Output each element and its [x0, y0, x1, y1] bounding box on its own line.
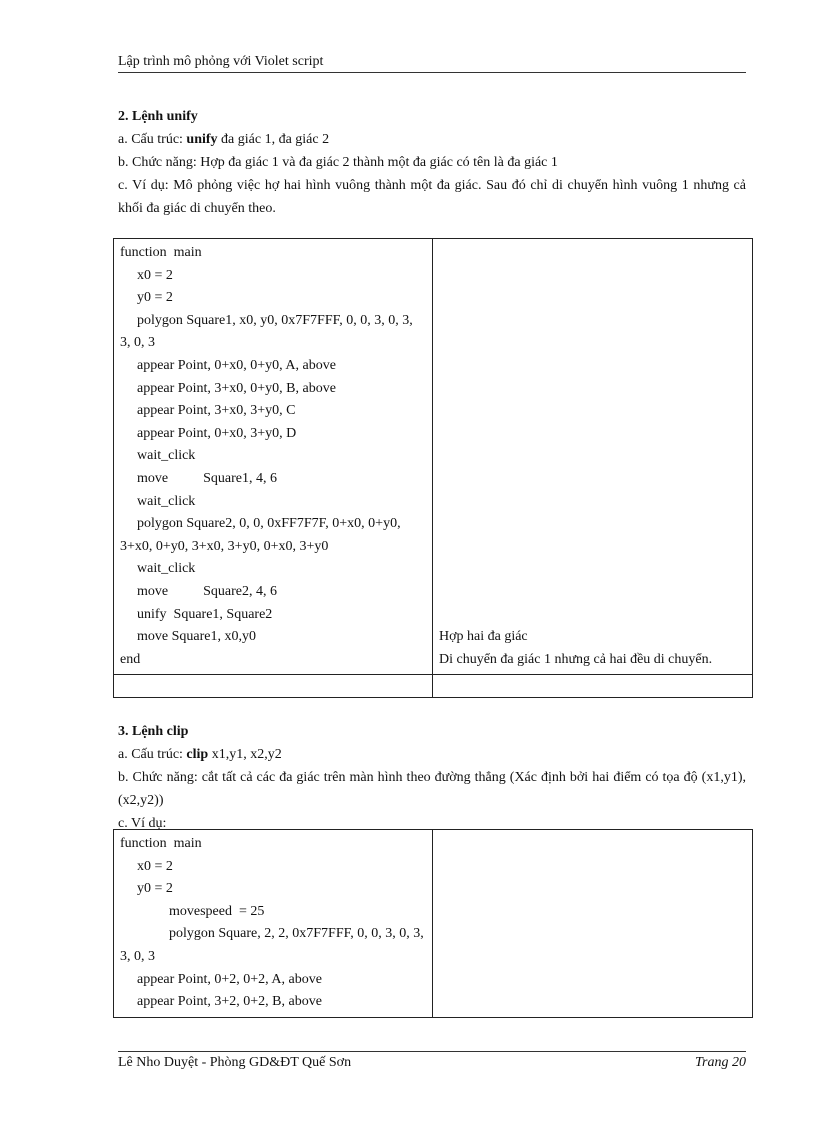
code-line: unify Square1, Square2 — [137, 606, 273, 622]
code-line: appear Point, 3+x0, 3+y0, C — [137, 403, 296, 419]
comment-cell — [433, 830, 753, 1018]
code-line: movespeed = 25 — [169, 903, 265, 919]
structure-prefix: a. Cấu trúc: — [118, 132, 187, 147]
structure-keyword: clip — [186, 747, 209, 762]
empty-cell — [433, 675, 753, 698]
structure-keyword: unify — [186, 132, 218, 147]
header-rule — [118, 72, 746, 73]
code-line: x0 = 2 — [137, 267, 173, 283]
structure-rest: đa giác 1, đa giác 2 — [217, 132, 330, 147]
section-title: 2. Lệnh unify — [118, 109, 198, 124]
footer-rule — [118, 1051, 746, 1052]
code-line: x0 = 2 — [137, 858, 173, 874]
code-line: move Square2, 4, 6 — [137, 583, 277, 599]
code-cell — [114, 830, 433, 1018]
code-line: wait_click — [137, 561, 196, 577]
structure-rest: x1,y1, x2,y2 — [208, 747, 282, 762]
comment-line: Di chuyển đa giác 1 nhưng cả hai đều di chuyển. — [439, 651, 713, 667]
code-line: polygon Square, 2, 2, 0x7F7FFF, 0, 0, 3, 0, 3, 3, 0, 3 — [120, 926, 424, 964]
code-line: appear Point, 3+2, 0+2, B, above — [137, 994, 322, 1010]
example-paragraph: c. Ví dụ: Mô phỏng việc hợ hai hình vuông thành một đa giác. Sau đó chỉ di chuyển hình vuông 1 nhưng cả khối đa giác di chuyển theo. — [118, 178, 746, 216]
code-line: y0 = 2 — [137, 881, 173, 897]
section-clip — [118, 720, 746, 835]
empty-cell — [114, 675, 433, 698]
structure-prefix: a. Cấu trúc: — [118, 747, 187, 762]
code-line: end — [120, 651, 141, 667]
code-line: function main — [120, 245, 202, 260]
code-line: appear Point, 0+2, 0+2, A, above — [137, 971, 322, 987]
code-line: appear Point, 0+x0, 0+y0, A, above — [137, 357, 336, 373]
code-line: appear Point, 3+x0, 0+y0, B, above — [137, 380, 336, 396]
code-line: wait_click — [137, 448, 196, 464]
running-header: Lập trình mô phỏng với Violet script — [118, 54, 324, 69]
comment-line: Hợp hai đa giác — [439, 629, 528, 645]
comment-cell — [433, 239, 753, 675]
code-table-clip — [113, 829, 753, 1018]
code-line: appear Point, 0+x0, 3+y0, D — [137, 425, 297, 441]
code-line: function main — [120, 836, 202, 851]
function-paragraph: b. Chức năng: cắt tất cả các đa giác trên màn hình theo đường thẳng (Xác định bởi hai điểm có tọa độ (x1,y1), (x2,y2)) — [118, 770, 746, 808]
code-line: move Square1, 4, 6 — [137, 470, 277, 486]
section-title: 3. Lệnh clip — [118, 724, 189, 739]
structure-line — [118, 743, 746, 766]
code-line: polygon Square2, 0, 0, 0xFF7F7F, 0+x0, 0+y0, 3+x0, 0+y0, 3+x0, 3+y0, 0+x0, 3+y0 — [120, 516, 401, 554]
code-line: move Square1, x0,y0 — [137, 629, 256, 645]
code-cell — [114, 239, 433, 675]
section-unify — [118, 105, 746, 220]
example-label: c. Ví dụ: — [118, 816, 167, 831]
structure-line — [118, 128, 746, 151]
function-line: b. Chức năng: Hợp đa giác 1 và đa giác 2 thành một đa giác có tên là đa giác 1 — [118, 155, 558, 170]
code-line: polygon Square1, x0, y0, 0x7F7FFF, 0, 0, 3, 0, 3, 3, 0, 3 — [120, 312, 413, 351]
code-line: wait_click — [137, 493, 196, 509]
code-table-unify — [113, 238, 753, 698]
code-line: y0 = 2 — [137, 290, 173, 306]
page-number: Trang 20 — [695, 1055, 746, 1070]
footer-author: Lê Nho Duyệt - Phòng GD&ĐT Quế Sơn — [118, 1055, 352, 1070]
